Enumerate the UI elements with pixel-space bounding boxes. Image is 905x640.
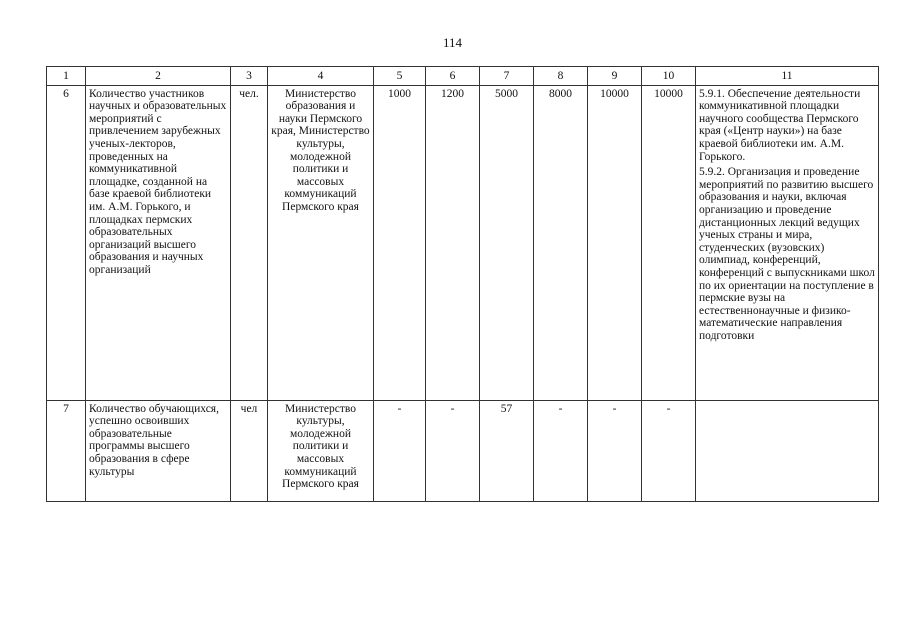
responsible-executor: Министерство образования и науки Пермского края, Министерство культуры, молодежной политики и массовых коммуникаций Пермского края bbox=[268, 85, 374, 400]
table-row bbox=[47, 85, 879, 400]
column-header: 4 bbox=[268, 67, 374, 86]
unit: чел. bbox=[231, 85, 268, 400]
column-header: 2 bbox=[86, 67, 231, 86]
row-number: 6 bbox=[47, 85, 86, 400]
column-header: 7 bbox=[480, 67, 534, 86]
value-cell: - bbox=[534, 400, 588, 501]
value-cell: 10000 bbox=[642, 85, 696, 400]
value-cell: - bbox=[426, 400, 480, 501]
column-header: 3 bbox=[231, 67, 268, 86]
measure-item: 5.9.1. Обеспечение деятельности коммуникативной площадки научного сообщества Пермского края («Центр науки») на базе краевой библиотеки им. А.М. Горького. bbox=[699, 87, 861, 163]
value-cell: 5000 bbox=[480, 85, 534, 400]
value-cell: 1200 bbox=[426, 85, 480, 400]
indicator-name: Количество обучающихся, успешно освоивших образовательные программы высшего образования в сфере культуры bbox=[86, 400, 231, 501]
column-header: 6 bbox=[426, 67, 480, 86]
value-cell: - bbox=[588, 400, 642, 501]
table-row bbox=[47, 400, 879, 501]
measures-cell bbox=[696, 400, 879, 501]
value-cell: - bbox=[374, 400, 426, 501]
unit: чел bbox=[231, 400, 268, 501]
responsible-executor: Министерство культуры, молодежной политики и массовых коммуникаций Пермского края bbox=[268, 400, 374, 501]
column-header: 8 bbox=[534, 67, 588, 86]
column-header: 11 bbox=[696, 67, 879, 86]
row-number: 7 bbox=[47, 400, 86, 501]
column-header: 9 bbox=[588, 67, 642, 86]
value-cell: 10000 bbox=[588, 85, 642, 400]
value-cell: 1000 bbox=[374, 85, 426, 400]
column-header: 10 bbox=[642, 67, 696, 86]
indicator-table bbox=[46, 66, 879, 502]
header-row bbox=[47, 67, 879, 86]
indicator-name: Количество участников научных и образовательных мероприятий с привлечением зарубежных ученых-лекторов, проведенных на коммуникативной площадке, созданной на базе краевой библиотеки им. А.М. Горького, и площадках пермских образовательных организаций высшего образования и научных организаций bbox=[86, 85, 231, 400]
measures-cell bbox=[696, 85, 879, 400]
page-number: 114 bbox=[442, 35, 463, 50]
value-cell: - bbox=[642, 400, 696, 501]
column-header: 5 bbox=[374, 67, 426, 86]
value-cell: 8000 bbox=[534, 85, 588, 400]
value-cell: 57 bbox=[480, 400, 534, 501]
measure-item: 5.9.2. Организация и проведение мероприятий по развитию высшего образования и науки, включая организацию и проведение дистанционных лекций ведущих ученых страны и мира, студенческих (вузовских) олимпиад, конференций, конференций с выпускниками школ по их ориентации на поступление в пермские вузы на естественнонаучные и физико-математические направления подготовки bbox=[699, 166, 875, 342]
column-header: 1 bbox=[47, 67, 86, 86]
